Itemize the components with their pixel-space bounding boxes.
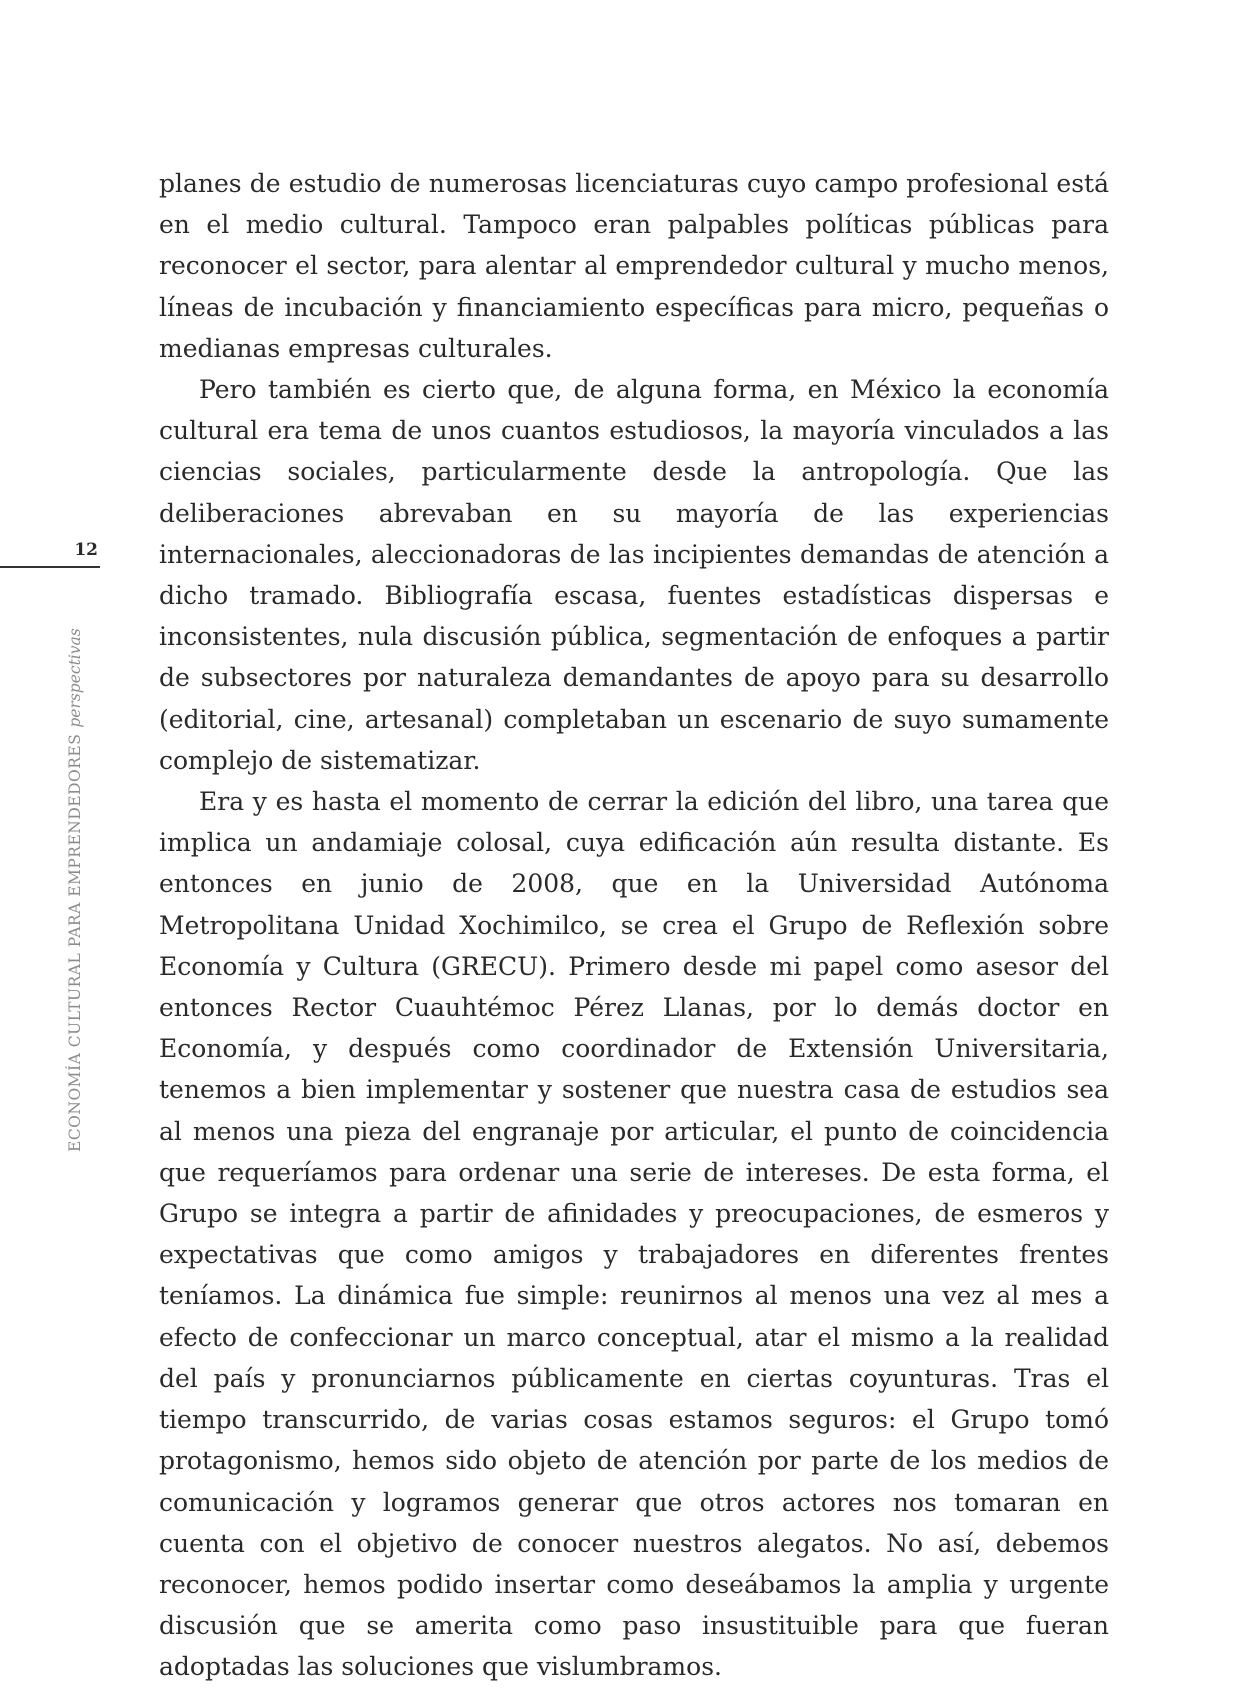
running-head (66, 628, 84, 1152)
paragraph-1: planes de estudio de numerosas licenciaturas cuyo campo profesional está en el medio cultural. Tampoco eran palpables políticas públicas para reconocer el sector, para alentar al emprendedor cultural y mucho menos, líneas de incubación y financiamiento específicas para micro, pequeñas o medianas empresas culturales. (159, 169, 1109, 363)
folio (0, 540, 100, 564)
page-number: 12 (74, 540, 98, 560)
running-head-title: ECONOMÍA CULTURAL PARA EMPRENDEDORES (66, 733, 84, 1152)
paragraph-2: Pero también es cierto que, de alguna forma, en México la economía cultural era tema de unos cuantos estudiosos, la mayoría vinculados a las ciencias sociales, particularmente desde la antropología. Que las deliberaciones abrevaban en su mayoría de las experiencias internacionales, aleccionadoras de las incipientes demandas de atención a dicho tramado. Bibliografía escasa, fuentes estadísticas dispersas e inconsistentes, nula discusión pública, segmentación de enfoques a partir de subsectores por naturaleza demandantes de apoyo para su desarrollo (editorial, cine, artesanal) completaban un escenario de suyo sumamente complejo de sistematizar. (159, 375, 1109, 775)
paragraph-3: Era y es hasta el momento de cerrar la edición del libro, una tarea que implica un andamiaje colosal, cuya edificación aún resulta distante. Es entonces en junio de 2008, que en la Universidad Autónoma Metropolitana Unidad Xochimilco, se crea el Grupo de Reflexión sobre Economía y Cultura (GRECU). Primero desde mi papel como asesor del entonces Rector Cuauhtémoc Pérez Llanas, por lo demás doctor en Economía, y después como coordinador de Extensión Universitaria, tenemos a bien implementar y sostener que nuestra casa de estudios sea al menos una pieza del engranaje por articular, el punto de coincidencia que requeríamos para ordenar una serie de intereses. De esta forma, el Grupo se integra a partir de afinidades y preocupaciones, de esmeros y expectativas que como amigos y trabajadores en diferentes frentes teníamos. La dinámica fue simple: reunirnos al menos una vez al mes a efecto de confeccionar un marco conceptual, atar el mismo a la realidad del país y pronunciarnos públicamente en ciertas coyunturas. Tras el tiempo transcurrido, de varias cosas estamos seguros: el Grupo tomó protagonismo, hemos sido objeto de atención por parte de los medios de comunicación y logramos generar que otros actores nos tomaran en cuenta con el objetivo de conocer nuestros alegatos. No así, debemos reconocer, hemos podido insertar como deseábamos la amplia y urgente discusión que se amerita como paso insustituible para que fueran adoptadas las soluciones que vislumbramos. (159, 787, 1109, 1682)
body-text (159, 163, 1109, 1688)
folio-rule (0, 566, 100, 568)
running-head-series: perspectivas (66, 628, 84, 728)
